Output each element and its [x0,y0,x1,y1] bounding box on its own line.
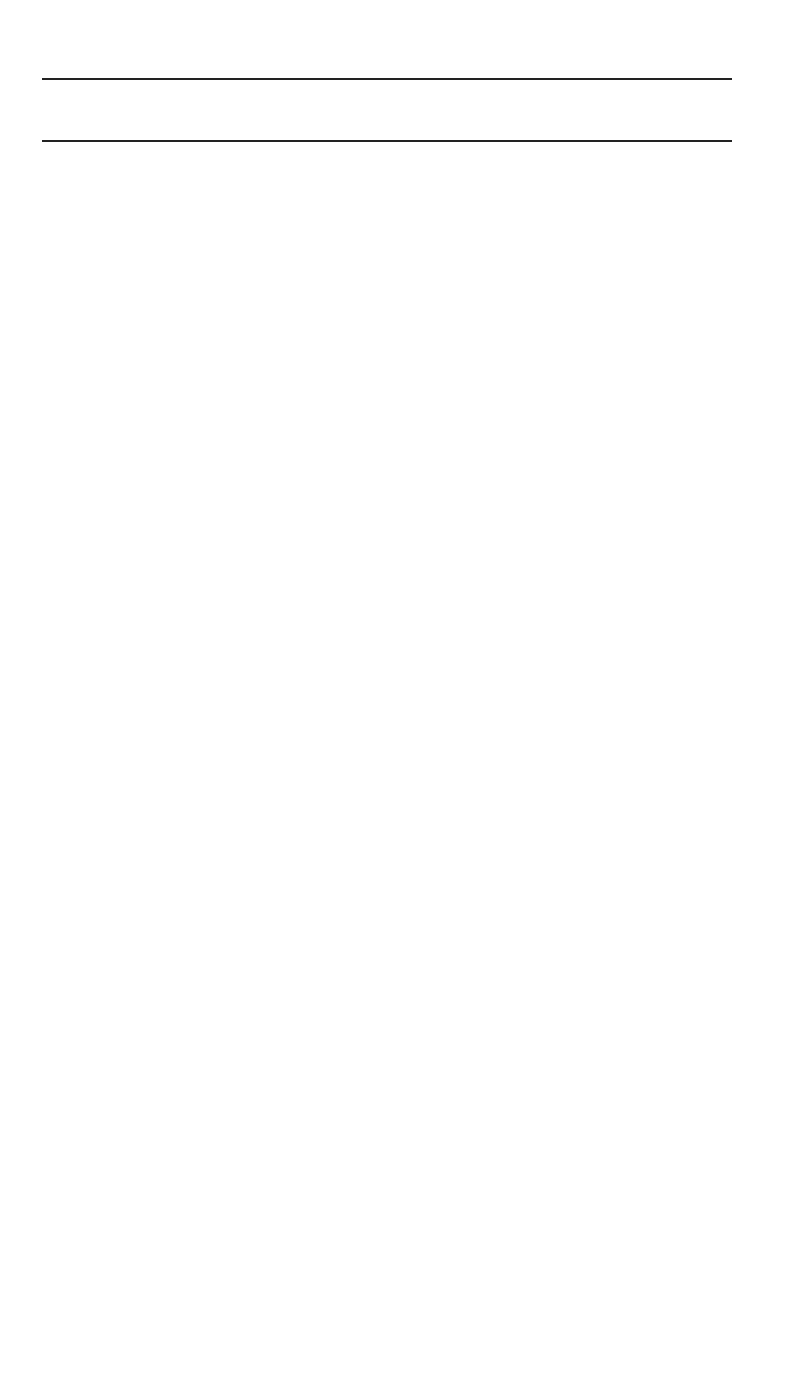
title-rule [42,140,732,142]
page-header [38,22,738,52]
header-rule [42,78,732,80]
